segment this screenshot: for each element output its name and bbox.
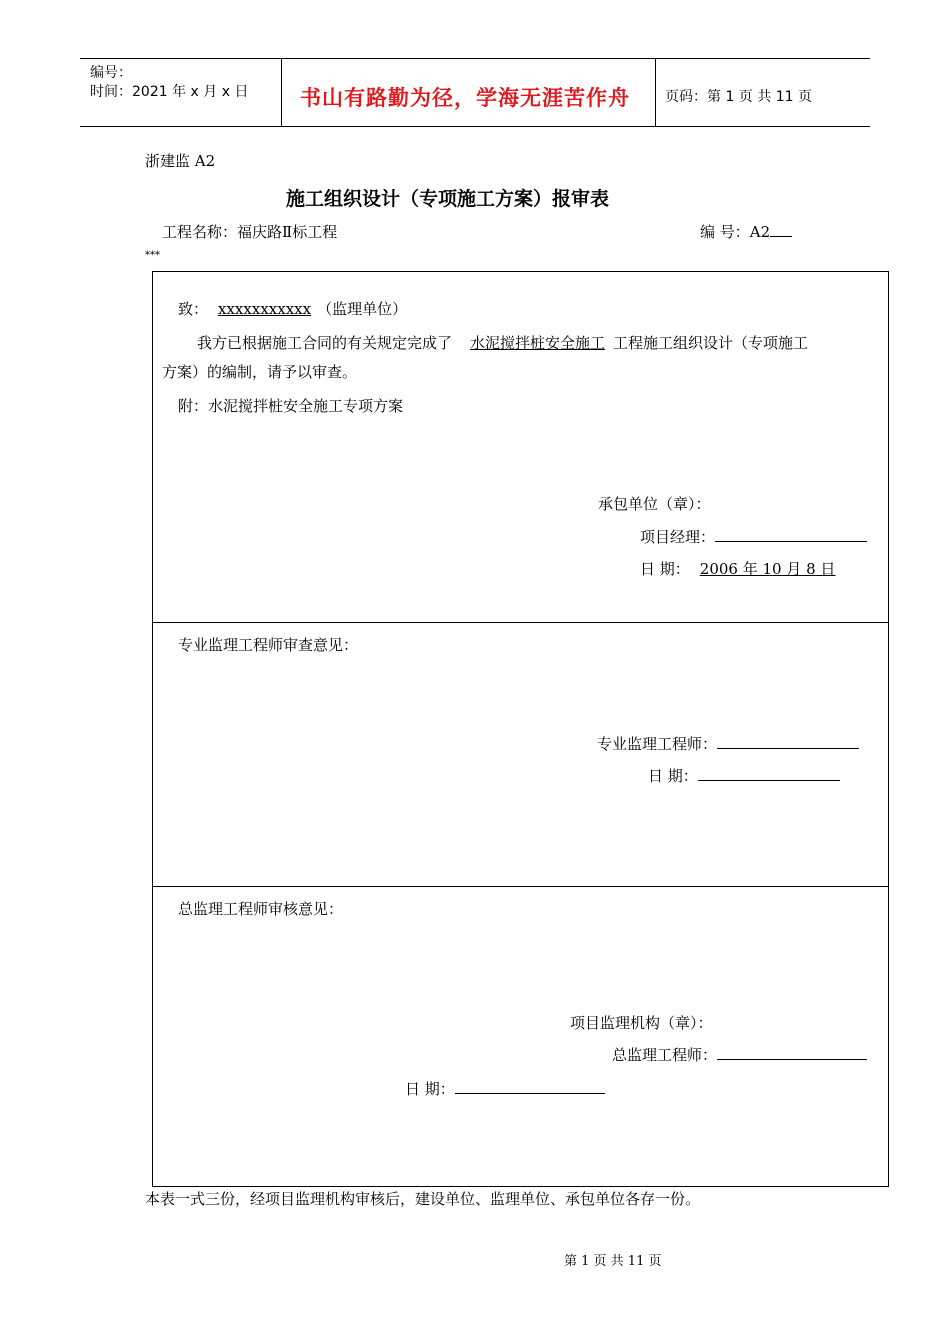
form-code: 浙建监 A2 bbox=[145, 152, 216, 170]
to-value: xxxxxxxxxxx bbox=[218, 300, 312, 318]
body-line-1 bbox=[197, 332, 808, 353]
chief-signature-blank bbox=[717, 1045, 867, 1060]
engineer-label: 专业监理工程师： bbox=[597, 735, 718, 753]
chief-date-line bbox=[405, 1078, 605, 1099]
page-title: 施工组织设计（专项施工方案）报审表 bbox=[286, 188, 610, 210]
date-label: 日 期： bbox=[648, 767, 698, 785]
specialist-review-heading: 专业监理工程师审查意见： bbox=[178, 636, 359, 654]
date-label: 日 期： bbox=[640, 560, 690, 578]
specialist-engineer-line bbox=[597, 733, 859, 754]
serial-value: A2 bbox=[749, 223, 771, 241]
body-suffix: 工程施工组织设计（专项施工 bbox=[613, 334, 809, 352]
header-divider bbox=[655, 58, 656, 127]
page-footer: 第 1 页 共 11 页 bbox=[564, 1254, 662, 1269]
specialist-date-line bbox=[648, 765, 840, 786]
stars-mark: *** bbox=[145, 250, 160, 261]
to-suffix: （监理单位） bbox=[317, 300, 408, 318]
row-divider bbox=[153, 886, 888, 887]
date-blank bbox=[455, 1079, 605, 1094]
header-top-rule bbox=[80, 58, 870, 59]
date-value: 2006 年 10 月 8 日 bbox=[699, 560, 836, 578]
to-prefix: 致： bbox=[178, 300, 209, 318]
serial-blank bbox=[770, 222, 792, 237]
row-divider bbox=[153, 622, 888, 623]
header-divider bbox=[281, 58, 282, 127]
body-fill: 水泥搅拌桩安全施工 bbox=[470, 334, 606, 352]
engineer-signature-blank bbox=[717, 734, 859, 749]
chief-label: 总监理工程师： bbox=[612, 1046, 718, 1064]
serial-number bbox=[700, 221, 792, 242]
date-blank bbox=[698, 766, 840, 781]
body-prefix: 我方已根据施工合同的有关规定完成了 bbox=[197, 334, 453, 352]
header-page-label: 页码：第 1 页 共 11 页 bbox=[665, 89, 812, 105]
header-motto: 书山有路勤为径，学海无涯苦作舟 bbox=[300, 86, 630, 110]
pm-signature-blank bbox=[715, 527, 867, 542]
chief-review-heading: 总监理工程师审核意见： bbox=[178, 900, 344, 918]
header-number-label: 编号： bbox=[90, 65, 132, 81]
date-label: 日 期： bbox=[405, 1080, 455, 1098]
header-time-label: 时间：2021 年 x 月 x 日 bbox=[90, 84, 249, 100]
project-manager-line bbox=[640, 526, 867, 547]
addressee-line bbox=[178, 298, 407, 319]
project-name: 工程名称：福庆路Ⅱ标工程 bbox=[162, 223, 338, 241]
attachment-line: 附：水泥搅拌桩安全施工专项方案 bbox=[178, 397, 404, 415]
footnote: 本表一式三份，经项目监理机构审核后，建设单位、监理单位、承包单位各存一份。 bbox=[145, 1190, 701, 1208]
supervision-org-label: 项目监理机构（章）： bbox=[570, 1014, 713, 1032]
body-line-2: 方案）的编制，请予以审查。 bbox=[162, 363, 358, 381]
chief-engineer-line bbox=[612, 1044, 867, 1065]
header-bottom-rule bbox=[80, 126, 870, 127]
submit-date-line bbox=[640, 558, 835, 579]
contractor-label: 承包单位（章）： bbox=[598, 495, 711, 513]
pm-label: 项目经理： bbox=[640, 528, 716, 546]
serial-label: 编 号： bbox=[700, 223, 750, 241]
